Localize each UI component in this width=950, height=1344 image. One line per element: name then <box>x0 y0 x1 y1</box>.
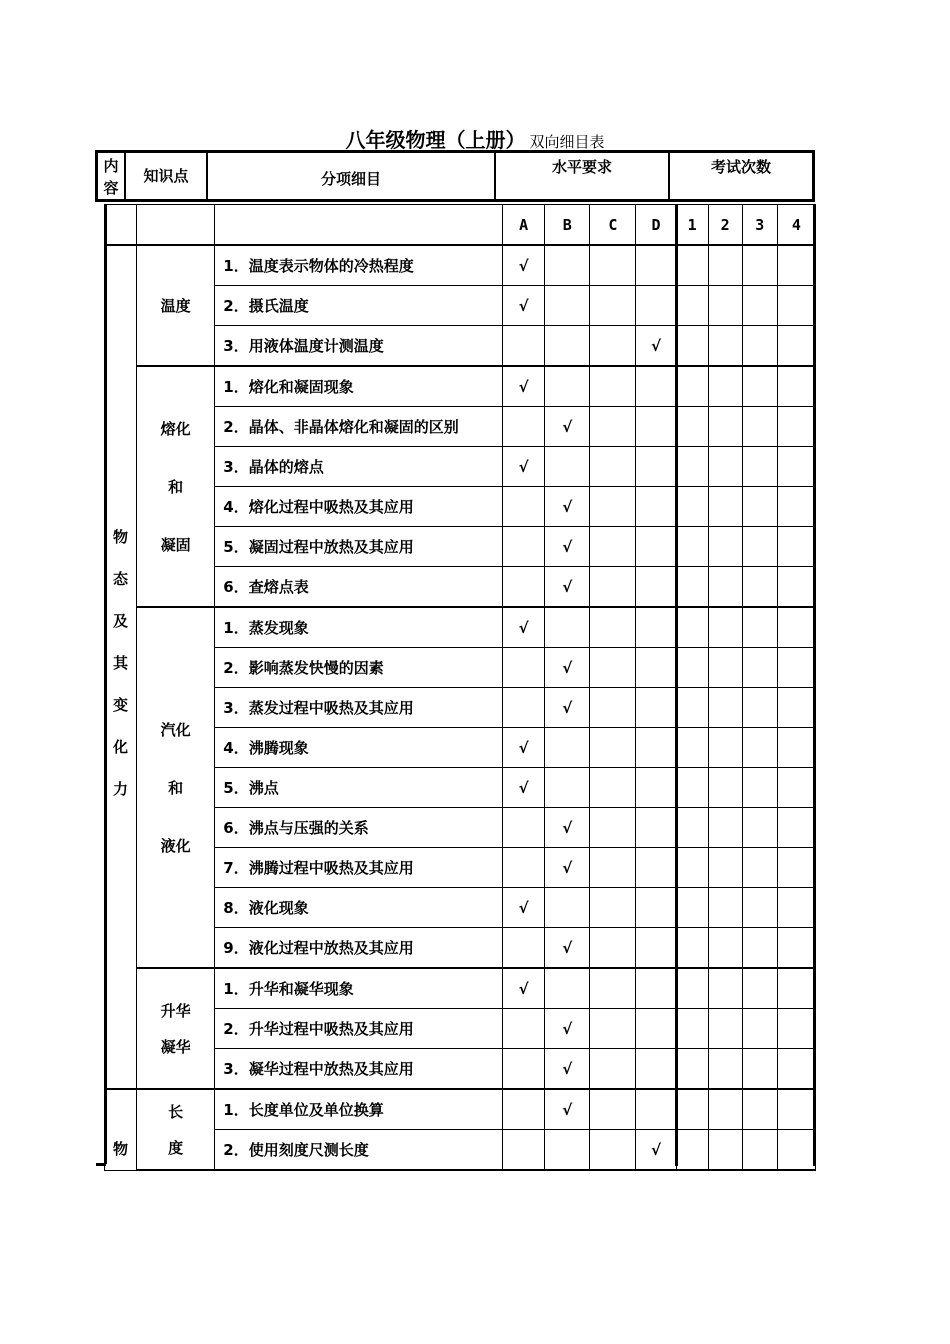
level-b-cell <box>545 1049 590 1090</box>
content-char: 及 <box>113 612 129 630</box>
sub-item-text: 1．升华和凝华现象 <box>215 968 503 1009</box>
exam-count-cell <box>742 1049 777 1090</box>
level-d-cell <box>636 728 676 768</box>
table-row <box>105 968 816 1009</box>
knowledge-point-label: 温度 <box>160 296 191 315</box>
level-a-cell <box>503 366 545 407</box>
level-col-c: C <box>590 205 636 246</box>
check-mark: √ <box>562 1059 573 1078</box>
check-mark: √ <box>562 858 573 877</box>
exam-count-cell <box>676 768 708 808</box>
page-title <box>0 124 950 153</box>
sub-item-text: 8．液化现象 <box>215 888 503 928</box>
knowledge-point-label: 熔化 <box>160 419 191 438</box>
level-c-cell <box>590 848 636 888</box>
exam-count-cell <box>777 366 815 407</box>
level-col-b: B <box>545 205 590 246</box>
check-mark: √ <box>562 577 573 596</box>
exam-count-cell <box>777 607 815 648</box>
level-b-cell <box>545 848 590 888</box>
level-b-cell <box>545 688 590 728</box>
level-a-cell <box>503 1089 545 1130</box>
level-b-cell <box>545 768 590 808</box>
exam-count-cell <box>777 487 815 527</box>
exam-count-cell <box>742 567 777 608</box>
level-c-cell <box>590 928 636 969</box>
level-b-cell <box>545 286 590 326</box>
exam-count-cell <box>742 245 777 286</box>
level-b-cell <box>545 1130 590 1171</box>
content-char: 物 <box>113 1139 129 1158</box>
level-a-cell <box>503 447 545 487</box>
header-content: 内容 <box>98 153 126 199</box>
exam-count-cell <box>742 326 777 367</box>
level-a-cell <box>503 1130 545 1171</box>
content-char: 变 <box>113 696 129 714</box>
header-items: 分项细目 <box>208 153 496 199</box>
level-c-cell <box>590 1009 636 1049</box>
exam-count-cell <box>742 407 777 447</box>
content-char: 力 <box>113 780 129 798</box>
check-mark: √ <box>562 1019 573 1038</box>
check-mark: √ <box>562 658 573 677</box>
level-b-cell <box>545 366 590 407</box>
check-mark: √ <box>562 698 573 717</box>
sub-item-text: 5．沸点 <box>215 768 503 808</box>
exam-col-1: 1 <box>676 205 708 246</box>
content-char: 化 <box>113 738 129 756</box>
level-c-cell <box>590 688 636 728</box>
exam-count-cell <box>708 848 742 888</box>
exam-count-cell <box>708 648 742 688</box>
sub-item-text: 1．温度表示物体的冷热程度 <box>215 245 503 286</box>
check-mark: √ <box>518 738 529 757</box>
exam-count-cell <box>708 326 742 367</box>
check-mark: √ <box>518 377 529 396</box>
level-a-cell <box>503 1009 545 1049</box>
content-char: 态 <box>113 570 129 588</box>
level-b-cell <box>545 1009 590 1049</box>
level-d-cell <box>636 688 676 728</box>
exam-count-cell <box>676 245 708 286</box>
knowledge-point-label: 长 <box>168 1102 184 1121</box>
knowledge-point-cell <box>137 968 215 1089</box>
exam-count-cell <box>742 928 777 969</box>
check-mark: √ <box>562 938 573 957</box>
exam-count-cell <box>742 688 777 728</box>
exam-count-cell <box>676 1130 708 1171</box>
knowledge-point-label: 液化 <box>160 836 191 855</box>
exam-count-cell <box>742 648 777 688</box>
sub-item-text: 3．用液体温度计测温度 <box>215 326 503 367</box>
exam-count-cell <box>708 688 742 728</box>
exam-count-cell <box>676 527 708 567</box>
exam-count-cell <box>742 447 777 487</box>
exam-count-cell <box>777 1049 815 1090</box>
exam-count-cell <box>708 728 742 768</box>
exam-count-cell <box>676 1009 708 1049</box>
level-a-cell <box>503 848 545 888</box>
sub-item-text: 1．长度单位及单位换算 <box>215 1089 503 1130</box>
sub-item-text: 6．查熔点表 <box>215 567 503 608</box>
exam-count-cell <box>777 326 815 367</box>
table-row <box>105 366 816 407</box>
sub-item-text: 7．沸腾过程中吸热及其应用 <box>215 848 503 888</box>
exam-count-cell <box>708 768 742 808</box>
knowledge-point-label: 和 <box>168 778 184 797</box>
sub-item-text: 2．使用刻度尺测长度 <box>215 1130 503 1171</box>
table-body <box>105 205 816 1171</box>
exam-count-cell <box>676 728 708 768</box>
exam-count-cell <box>777 1089 815 1130</box>
exam-count-cell <box>742 527 777 567</box>
sub-item-text: 2．摄氏温度 <box>215 286 503 326</box>
level-a-cell <box>503 487 545 527</box>
exam-count-cell <box>676 487 708 527</box>
table-row <box>105 1089 816 1130</box>
check-mark: √ <box>651 1140 662 1159</box>
level-d-cell <box>636 326 676 367</box>
exam-count-cell <box>742 487 777 527</box>
blank-cell <box>215 205 503 246</box>
exam-count-cell <box>708 1089 742 1130</box>
level-d-cell <box>636 487 676 527</box>
exam-count-cell <box>708 567 742 608</box>
level-c-cell <box>590 1130 636 1171</box>
level-c-cell <box>590 648 636 688</box>
exam-count-cell <box>676 848 708 888</box>
exam-count-cell <box>708 607 742 648</box>
check-mark: √ <box>518 778 529 797</box>
table-row <box>105 607 816 648</box>
exam-count-cell <box>777 1009 815 1049</box>
level-a-cell <box>503 928 545 969</box>
check-mark: √ <box>518 457 529 476</box>
exam-count-cell <box>708 808 742 848</box>
level-b-cell <box>545 968 590 1009</box>
sub-item-text: 2．晶体、非晶体熔化和凝固的区别 <box>215 407 503 447</box>
knowledge-point-cell <box>137 366 215 607</box>
level-b-cell <box>545 245 590 286</box>
level-a-cell <box>503 245 545 286</box>
sub-item-text: 2．升华过程中吸热及其应用 <box>215 1009 503 1049</box>
level-b-cell <box>545 326 590 367</box>
level-a-cell <box>503 728 545 768</box>
exam-count-cell <box>742 607 777 648</box>
level-c-cell <box>590 567 636 608</box>
exam-count-cell <box>742 848 777 888</box>
level-d-cell <box>636 928 676 969</box>
check-mark: √ <box>518 898 529 917</box>
level-c-cell <box>590 607 636 648</box>
exam-count-cell <box>777 808 815 848</box>
exam-count-cell <box>742 1130 777 1171</box>
exam-count-cell <box>708 527 742 567</box>
content-cell <box>105 1089 137 1170</box>
check-mark: √ <box>562 537 573 556</box>
exam-count-cell <box>742 286 777 326</box>
level-c-cell <box>590 447 636 487</box>
level-c-cell <box>590 407 636 447</box>
knowledge-point-cell <box>137 607 215 968</box>
level-d-cell <box>636 888 676 928</box>
level-d-cell <box>636 567 676 608</box>
exam-count-cell <box>777 768 815 808</box>
level-d-cell <box>636 848 676 888</box>
check-mark: √ <box>562 1100 573 1119</box>
table-right-border <box>813 204 816 1166</box>
knowledge-point-label: 汽化 <box>160 720 191 739</box>
page-break-mark <box>96 1163 106 1166</box>
check-mark: √ <box>518 256 529 275</box>
level-d-cell <box>636 366 676 407</box>
level-a-cell <box>503 768 545 808</box>
exam-count-cell <box>777 688 815 728</box>
check-mark: √ <box>518 296 529 315</box>
exam-count-cell <box>777 567 815 608</box>
sub-item-text: 4．熔化过程中吸热及其应用 <box>215 487 503 527</box>
exam-count-cell <box>708 888 742 928</box>
exam-count-cell <box>676 688 708 728</box>
level-c-cell <box>590 1049 636 1090</box>
content-char: 物 <box>113 528 129 546</box>
sub-item-text: 3．蒸发过程中吸热及其应用 <box>215 688 503 728</box>
level-a-cell <box>503 407 545 447</box>
level-b-cell <box>545 487 590 527</box>
level-d-cell <box>636 245 676 286</box>
exam-count-cell <box>708 245 742 286</box>
knowledge-point-label: 凝固 <box>160 535 191 554</box>
level-d-cell <box>636 607 676 648</box>
exam-count-cell <box>708 366 742 407</box>
exam-count-cell <box>708 968 742 1009</box>
exam-count-cell <box>777 648 815 688</box>
level-c-cell <box>590 968 636 1009</box>
check-mark: √ <box>562 818 573 837</box>
knowledge-point-label: 凝华 <box>160 1037 191 1056</box>
exam-count-cell <box>676 447 708 487</box>
exam-count-cell <box>676 928 708 969</box>
exam-count-cell <box>777 928 815 969</box>
level-d-cell <box>636 1009 676 1049</box>
knowledge-point-label: 和 <box>168 477 184 496</box>
table-header <box>95 150 815 202</box>
level-a-cell <box>503 326 545 367</box>
exam-count-cell <box>777 286 815 326</box>
level-b-cell <box>545 1089 590 1130</box>
level-d-cell <box>636 447 676 487</box>
header-level: 水平要求 <box>496 153 670 199</box>
level-a-cell <box>503 648 545 688</box>
exam-col-2: 2 <box>708 205 742 246</box>
level-c-cell <box>590 768 636 808</box>
exam-count-cell <box>777 527 815 567</box>
level-a-cell <box>503 968 545 1009</box>
check-mark: √ <box>562 497 573 516</box>
level-c-cell <box>590 808 636 848</box>
level-d-cell <box>636 527 676 567</box>
exam-count-cell <box>708 1049 742 1090</box>
knowledge-point-cell <box>137 245 215 366</box>
knowledge-point-cell <box>137 1089 215 1170</box>
level-c-cell <box>590 527 636 567</box>
title-main: 八年级物理（上册） <box>345 128 526 152</box>
sub-item-text: 1．蒸发现象 <box>215 607 503 648</box>
exam-count-cell <box>676 808 708 848</box>
exam-count-cell <box>676 366 708 407</box>
exam-count-cell <box>708 286 742 326</box>
level-c-cell <box>590 487 636 527</box>
exam-count-cell <box>742 808 777 848</box>
exam-count-cell <box>676 1089 708 1130</box>
sub-item-text: 2．影响蒸发快慢的因素 <box>215 648 503 688</box>
exam-count-cell <box>742 728 777 768</box>
exam-count-cell <box>676 407 708 447</box>
knowledge-point-label: 升华 <box>160 1001 191 1020</box>
blank-cell <box>137 205 215 246</box>
blank-cell <box>105 205 137 246</box>
check-mark: √ <box>651 336 662 355</box>
sub-item-text: 3．凝华过程中放热及其应用 <box>215 1049 503 1090</box>
detail-table <box>104 204 816 1171</box>
level-a-cell <box>503 286 545 326</box>
level-b-cell <box>545 928 590 969</box>
exam-count-cell <box>777 888 815 928</box>
sub-item-text: 3．晶体的熔点 <box>215 447 503 487</box>
level-b-cell <box>545 527 590 567</box>
exam-count-cell <box>676 286 708 326</box>
level-a-cell <box>503 808 545 848</box>
level-d-cell <box>636 1130 676 1171</box>
exam-count-cell <box>708 1009 742 1049</box>
level-d-cell <box>636 968 676 1009</box>
exam-count-cell <box>742 1009 777 1049</box>
level-d-cell <box>636 286 676 326</box>
column-header-row <box>105 205 816 246</box>
level-a-cell <box>503 567 545 608</box>
level-col-a: A <box>503 205 545 246</box>
level-a-cell <box>503 527 545 567</box>
level-b-cell <box>545 808 590 848</box>
exam-count-cell <box>742 366 777 407</box>
level-c-cell <box>590 728 636 768</box>
header-knowledge: 知识点 <box>126 153 208 199</box>
sub-item-text: 1．熔化和凝固现象 <box>215 366 503 407</box>
level-c-cell <box>590 286 636 326</box>
check-mark: √ <box>518 979 529 998</box>
exam-count-cell <box>777 245 815 286</box>
sub-item-text: 5．凝固过程中放热及其应用 <box>215 527 503 567</box>
level-a-cell <box>503 607 545 648</box>
exam-count-cell <box>676 888 708 928</box>
level-d-cell <box>636 768 676 808</box>
exam-count-cell <box>742 888 777 928</box>
knowledge-point-label: 度 <box>168 1138 184 1157</box>
exam-count-cell <box>742 968 777 1009</box>
level-c-cell <box>590 326 636 367</box>
level-d-cell <box>636 808 676 848</box>
level-d-cell <box>636 1089 676 1130</box>
exam-count-cell <box>777 728 815 768</box>
level-c-cell <box>590 366 636 407</box>
level-a-cell <box>503 688 545 728</box>
level-b-cell <box>545 607 590 648</box>
exam-count-cell <box>777 848 815 888</box>
exam-count-cell <box>676 607 708 648</box>
level-b-cell <box>545 648 590 688</box>
level-col-d: D <box>636 205 676 246</box>
content-char: 其 <box>113 654 129 672</box>
table-row <box>105 245 816 286</box>
exam-count-cell <box>742 768 777 808</box>
level-c-cell <box>590 245 636 286</box>
exam-count-cell <box>676 1049 708 1090</box>
exam-count-cell <box>708 928 742 969</box>
level-d-cell <box>636 1049 676 1090</box>
exam-count-cell <box>708 1130 742 1171</box>
exam-count-cell <box>676 968 708 1009</box>
exam-col-3: 3 <box>742 205 777 246</box>
level-b-cell <box>545 888 590 928</box>
title-sub: 双向细目表 <box>529 133 605 151</box>
exam-count-cell <box>777 1130 815 1171</box>
content-cell <box>105 245 137 1089</box>
exam-count-cell <box>777 407 815 447</box>
sub-item-text: 4．沸腾现象 <box>215 728 503 768</box>
exam-count-cell <box>708 447 742 487</box>
level-c-cell <box>590 888 636 928</box>
level-b-cell <box>545 407 590 447</box>
table-left-border <box>104 204 107 1164</box>
exam-count-cell <box>708 487 742 527</box>
exam-count-cell <box>676 567 708 608</box>
sub-item-text: 9．液化过程中放热及其应用 <box>215 928 503 969</box>
sub-item-text: 6．沸点与压强的关系 <box>215 808 503 848</box>
exam-col-4: 4 <box>777 205 815 246</box>
exam-count-cell <box>777 447 815 487</box>
check-mark: √ <box>562 417 573 436</box>
exam-count-cell <box>676 326 708 367</box>
level-a-cell <box>503 888 545 928</box>
header-exams: 考试次数 <box>710 158 771 176</box>
check-mark: √ <box>518 618 529 637</box>
exam-count-cell <box>777 968 815 1009</box>
level-b-cell <box>545 447 590 487</box>
level-b-cell <box>545 567 590 608</box>
exam-count-cell <box>742 1089 777 1130</box>
level-d-cell <box>636 648 676 688</box>
level-b-cell <box>545 728 590 768</box>
exam-count-cell <box>676 648 708 688</box>
exam-count-cell <box>708 407 742 447</box>
table-mid-border <box>675 204 678 1166</box>
level-c-cell <box>590 1089 636 1130</box>
level-a-cell <box>503 1049 545 1090</box>
level-d-cell <box>636 407 676 447</box>
